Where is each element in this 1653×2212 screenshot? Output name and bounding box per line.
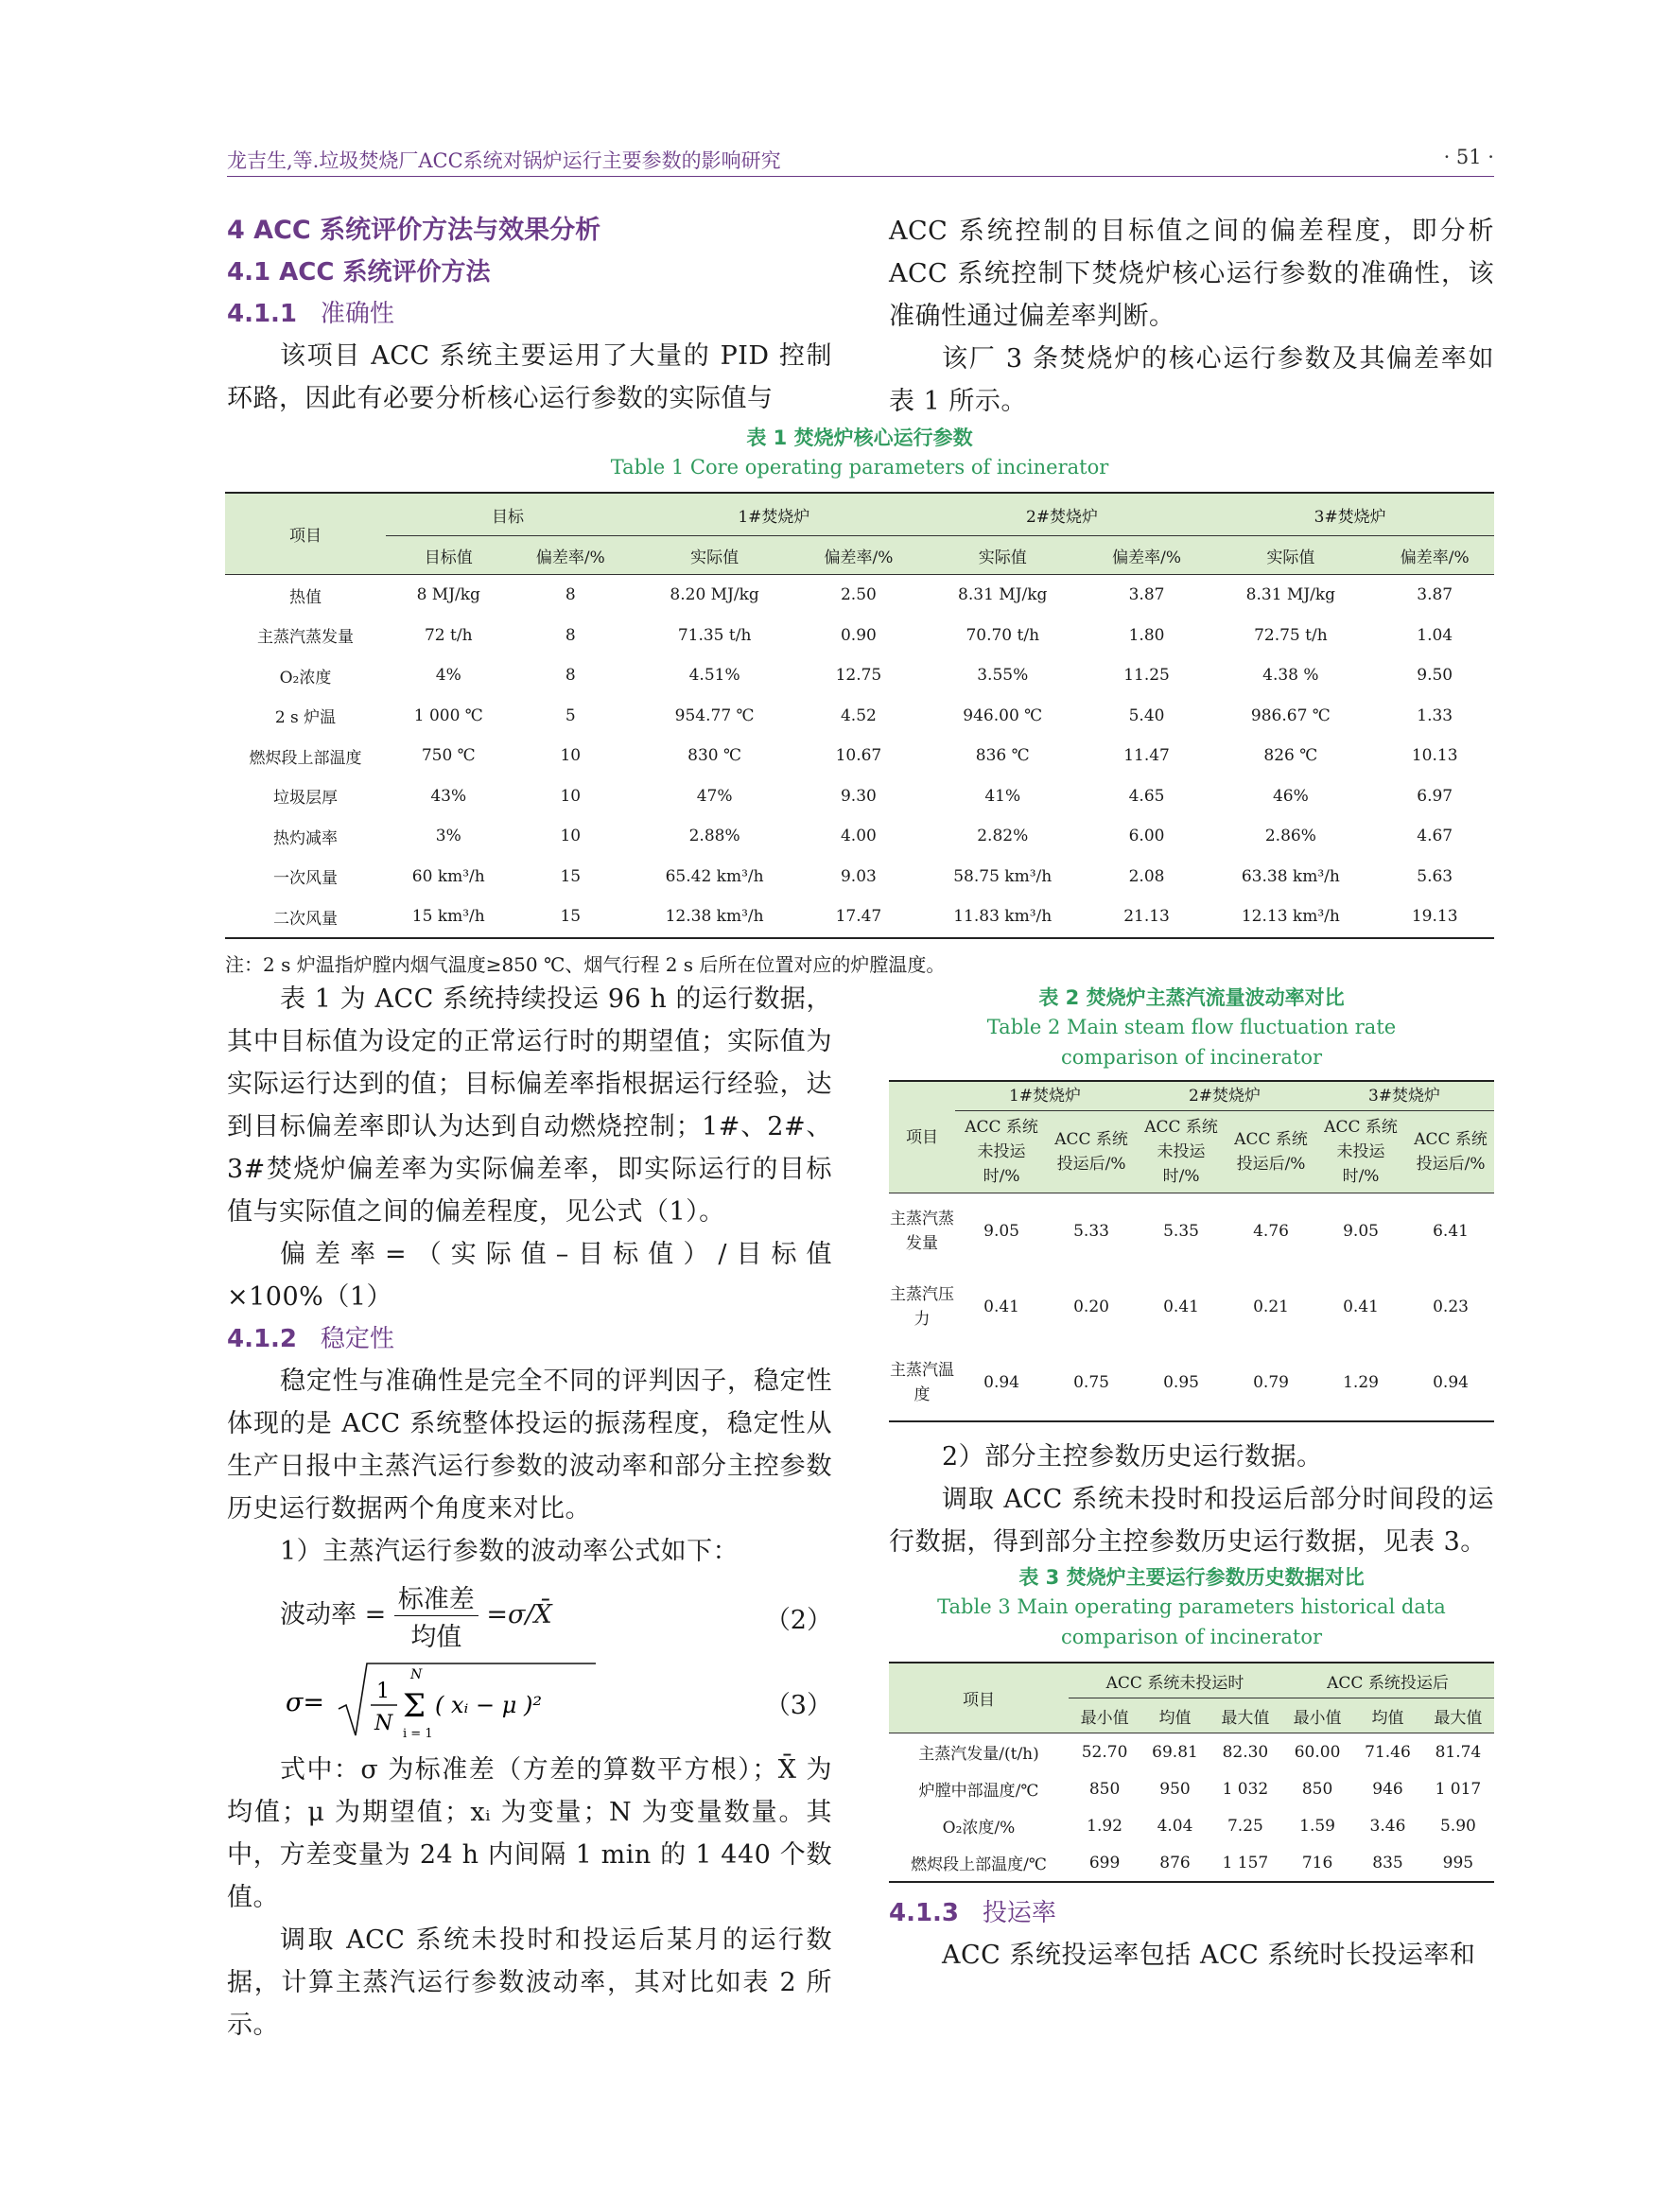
table-subheader: ACC 系统投运后/%: [1048, 1111, 1135, 1193]
table-cell: 835: [1353, 1844, 1422, 1882]
formula-2: [227, 1573, 832, 1654]
section-number: 4.1.1: [227, 300, 298, 328]
table-cell: 850: [1088, 1779, 1121, 1799]
table-cell: 15: [512, 897, 631, 938]
table-row: [225, 655, 1494, 696]
table-cell: 1 017: [1435, 1779, 1482, 1799]
table-row: [225, 857, 1494, 897]
table-cell: 0.95: [1135, 1345, 1227, 1421]
table-row: [889, 1807, 1494, 1844]
table-row: [889, 1844, 1494, 1882]
table-cell: 0.79: [1227, 1345, 1314, 1421]
table1-note: 注：2 s 炉温指炉膛内烟气温度≥850 ℃、烟气行程 2 s 后所在位置对应的炉膛温度。: [225, 953, 946, 976]
table-cell: 716: [1281, 1844, 1353, 1882]
table-cell: 2.88%: [688, 827, 740, 846]
table-cell: 836 ℃: [975, 746, 1030, 766]
fraction-denominator: 均值: [410, 1623, 462, 1652]
table-cell: 699: [1069, 1844, 1140, 1882]
table-cell: 0.90: [840, 625, 877, 645]
table2: [889, 1080, 1494, 1422]
table-cell: 19.13: [1375, 897, 1494, 938]
formula-text: σ=: [286, 1688, 325, 1717]
table-cell: 10: [560, 746, 582, 766]
table-cell: 72.75 t/h: [1254, 625, 1328, 645]
table-cell: 47%: [696, 786, 733, 806]
section-title: 稳定性: [320, 1325, 394, 1353]
table1-caption: [225, 424, 1494, 482]
table-cell: 41%: [984, 786, 1021, 806]
row-label: 垃圾层厚: [273, 789, 338, 809]
formula-3: [227, 1654, 832, 1749]
table-cell: 1 032: [1222, 1779, 1269, 1799]
table-cell: 70.70 t/h: [966, 625, 1040, 645]
table-cell: 10.13: [1411, 746, 1458, 766]
table-cell: 0.20: [1073, 1298, 1109, 1316]
section-4-heading: 4 ACC 系统评价方法与效果分析: [227, 216, 601, 245]
left-column-bottom: [227, 978, 832, 2047]
formula-text: ( xᵢ − μ )²: [435, 1692, 542, 1718]
table-cell: 8.20 MJ/kg: [630, 575, 799, 616]
section-title: 投运率: [982, 1899, 1056, 1927]
table-subheader: 偏差率/%: [1375, 536, 1494, 575]
table-subheader: 最小值: [1281, 1698, 1353, 1733]
paragraph-table2-intro: 调取 ACC 系统未投时和投运后某月的运行数据，计算主蒸汽运行参数波动率，其对比如表 2 所示。: [227, 1925, 832, 2040]
table-subheader: 均值: [1353, 1698, 1422, 1733]
paragraph-symbols: 式中：σ 为标准差（方差的算数平方根）；X̄ 为均值；μ 为期望值；xᵢ 为变量；N 为变量数量。其中，方差变量为 24 h 内间隔 1 min 的 1 440 个数值。: [227, 1755, 832, 1912]
table-subheader: 偏差率/%: [512, 536, 631, 575]
table-cell: 876: [1140, 1844, 1209, 1882]
table-cell: 65.42 km³/h: [665, 866, 764, 886]
row-label: 2 s 炉温: [274, 708, 337, 728]
table-cell: 72 t/h: [424, 625, 473, 645]
table-cell: 946: [1372, 1779, 1403, 1799]
table-cell: 4.04: [1157, 1816, 1193, 1836]
table-subheader: 最小值: [1069, 1698, 1140, 1733]
table-subheader: ACC 系统未投运时/%: [1314, 1111, 1407, 1193]
table-header: 3#焚烧炉: [1314, 1081, 1494, 1111]
running-head: [227, 142, 1494, 177]
table-cell: 3.87: [1088, 575, 1207, 616]
table-cell: 10: [560, 827, 582, 846]
table-cell: 4.65: [1128, 786, 1165, 806]
table-cell: 0.94: [955, 1345, 1048, 1421]
table-cell: 4.67: [1417, 827, 1453, 846]
table3-caption-en-line1: Table 3 Main operating parameters historical data: [937, 1595, 1446, 1618]
table-header: 项目: [225, 493, 386, 575]
table-cell: 2.86%: [1264, 827, 1316, 846]
table-header: 1#焚烧炉: [955, 1081, 1135, 1111]
row-label: 主蒸汽蒸发量: [257, 628, 354, 648]
table-cell: 3%: [435, 827, 461, 846]
table-cell: 0.75: [1048, 1345, 1135, 1421]
equation-number: （2）: [764, 1606, 832, 1635]
table-header: 2#焚烧炉: [918, 493, 1207, 536]
formula-text: N: [410, 1667, 423, 1682]
row-label: O₂浓度: [279, 668, 332, 688]
table-cell: 8 MJ/kg: [386, 575, 512, 616]
table-subheader: ACC 系统投运后/%: [1227, 1111, 1314, 1193]
table-cell: 1 157: [1209, 1844, 1281, 1882]
section-number: 4.1.2: [227, 1325, 298, 1353]
table-cell: 71.35 t/h: [677, 625, 752, 645]
paragraph-stability: 稳定性与准确性是完全不同的评判因子，稳定性体现的是 ACC 系统整体投运的振荡程度，稳定性从生产日报中主蒸汽运行参数的波动率和部分主控参数历史运行数据两个角度来对比。: [227, 1367, 832, 1524]
table1: [225, 492, 1494, 939]
table-cell: 850: [1301, 1779, 1333, 1799]
row-label: O₂浓度/%: [942, 1819, 1016, 1838]
table-cell: 46%: [1272, 786, 1309, 806]
table-cell: 1.29: [1314, 1345, 1407, 1421]
table-cell: 15: [560, 866, 582, 886]
table-cell: 60 km³/h: [411, 866, 485, 886]
table-cell: 11.25: [1123, 666, 1170, 686]
table-subheader: 目标值: [386, 536, 512, 575]
formula-text: Σ: [403, 1687, 426, 1725]
table-cell: 2.08: [1128, 866, 1165, 886]
formula-text: 波动率 =: [280, 1600, 387, 1629]
table2-caption-en-line2: comparison of incinerator: [1060, 1046, 1323, 1069]
table-row: [889, 1193, 1494, 1270]
table-cell: 12.75: [835, 666, 882, 686]
table-subheader: 偏差率/%: [799, 536, 918, 575]
row-label: 热值: [225, 575, 386, 616]
table-cell: 6.00: [1128, 827, 1165, 846]
table2-caption-cn: 表 2 焚烧炉主蒸汽流量波动率对比: [1038, 986, 1345, 1009]
table-cell: 1.33: [1417, 705, 1453, 725]
table-cell: 1.04: [1417, 625, 1453, 645]
table-row: [889, 1269, 1494, 1345]
formula-text: i = 1: [403, 1727, 433, 1741]
paragraph-operation-rate: ACC 系统投运率包括 ACC 系统时长投运率和: [942, 1941, 1476, 1970]
table-cell: 81.74: [1422, 1733, 1494, 1771]
table-cell: 8: [565, 625, 576, 645]
table-subheader: ACC 系统未投运时/%: [955, 1111, 1048, 1193]
table-row: [225, 575, 1494, 616]
table-cell: 950: [1159, 1779, 1191, 1799]
table-cell: 4.52: [840, 705, 877, 725]
table-cell: 9.03: [840, 866, 877, 886]
table-cell: 954.77 ℃: [674, 705, 755, 725]
table-row: [889, 1733, 1494, 1771]
table-cell: 10.67: [835, 746, 882, 766]
table-subheader: 实际值: [1206, 536, 1375, 575]
table-row: [889, 1770, 1494, 1807]
table-cell: 0.94: [1407, 1345, 1494, 1421]
table-cell: 995: [1422, 1844, 1494, 1882]
section-title: 准确性: [320, 300, 394, 328]
table-cell: 4.76: [1227, 1193, 1314, 1270]
table-cell: 2.82%: [977, 827, 1029, 846]
right-column-top: [889, 210, 1494, 423]
table-cell: 5.33: [1048, 1193, 1135, 1270]
paragraph-fluctuation-intro: 1）主蒸汽运行参数的波动率公式如下：: [280, 1537, 740, 1566]
sigma-formula-svg: [280, 1654, 601, 1745]
table-cell: 0.41: [1343, 1298, 1379, 1316]
table-cell: 63.38 km³/h: [1241, 866, 1340, 886]
table-row: [225, 736, 1494, 776]
table1-caption-cn: 表 1 焚烧炉核心运行参数: [746, 427, 973, 449]
table-cell: 830 ℃: [687, 746, 742, 766]
table-header: 项目: [889, 1081, 955, 1193]
table-subheader: 实际值: [918, 536, 1088, 575]
table-cell: 5: [565, 705, 576, 725]
table-cell: 0.41: [1163, 1298, 1199, 1316]
table-header: 1#焚烧炉: [630, 493, 918, 536]
table-cell: 8.31 MJ/kg: [1206, 575, 1375, 616]
table-subheader: 均值: [1140, 1698, 1209, 1733]
table-cell: 9.30: [840, 786, 877, 806]
table-row: [889, 1345, 1494, 1421]
table-cell: 5.63: [1417, 866, 1453, 886]
table-row: [225, 776, 1494, 817]
table-cell: 4.38 %: [1262, 666, 1319, 686]
table-cell: 9.05: [955, 1193, 1048, 1270]
table-cell: 8: [512, 575, 631, 616]
table-header: 2#焚烧炉: [1135, 1081, 1314, 1111]
table-subheader: 最大值: [1209, 1698, 1281, 1733]
table-cell: 15 km³/h: [386, 897, 512, 938]
equation-number: （3）: [764, 1691, 832, 1720]
table-subheader: 实际值: [630, 536, 799, 575]
paragraph-table1-explanation: 表 1 为 ACC 系统持续投运 96 h 的运行数据，其中目标值为设定的正常运行时的期望值；实际值为实际运行达到的值；目标偏差率指根据运行经验，达到目标偏差率即认为达到自动燃烧控制；1#、2#、3#焚烧炉偏差率为实际偏差率，即实际运行的目标值与实际值之间的偏差程度，见公式（1）。: [227, 984, 832, 1227]
table-cell: 6.41: [1407, 1193, 1494, 1270]
row-label: 二次风量: [225, 897, 386, 938]
formula-fraction: [394, 1578, 478, 1653]
section-number: 4.1.3: [889, 1899, 960, 1927]
table-cell: 82.30: [1209, 1733, 1281, 1771]
table-cell: 826 ℃: [1263, 746, 1318, 766]
table3-caption-en-line2: comparison of incinerator: [1060, 1626, 1323, 1648]
table-subheader: 最大值: [1422, 1698, 1494, 1733]
table-row: [225, 897, 1494, 938]
page-number: · 51 ·: [1443, 146, 1494, 168]
table-cell: 10: [560, 786, 582, 806]
table-cell: 8: [565, 666, 576, 686]
formula-text: 1: [376, 1680, 390, 1703]
table-header: ACC 系统未投运时: [1069, 1663, 1281, 1698]
table-cell: 4.00: [840, 827, 877, 846]
table-cell: 946.00 ℃: [963, 705, 1043, 725]
left-column-top: [227, 210, 832, 420]
row-label: 主蒸汽温度: [889, 1345, 955, 1421]
table-header: 项目: [889, 1663, 1069, 1733]
table-cell: 9.50: [1417, 666, 1453, 686]
table-cell: 17.47: [799, 897, 918, 938]
row-label: 一次风量: [273, 869, 338, 889]
formula-1: 偏差率=（实际值–目标值）/目标值×100%（1）: [227, 1240, 832, 1312]
table-cell: 750 ℃: [421, 746, 476, 766]
table-cell: 1 000 ℃: [413, 705, 483, 725]
table-cell: 7.25: [1227, 1816, 1263, 1836]
fraction-numerator: 标准差: [394, 1578, 478, 1616]
table-cell: 11.47: [1123, 746, 1170, 766]
table-cell: 3.87: [1375, 575, 1494, 616]
paragraph-accuracy-continued: ACC 系统控制的目标值之间的偏差程度，即分析 ACC 系统控制下焚烧炉核心运行参数的准确性，该准确性通过偏差率判断。: [889, 217, 1494, 331]
table-cell: 58.75 km³/h: [953, 866, 1053, 886]
table-subheader: ACC 系统投运后/%: [1407, 1111, 1494, 1193]
table-cell: 2.50: [799, 575, 918, 616]
table-header: 目标: [386, 493, 630, 536]
running-title: 龙吉生,等.垃圾焚烧厂ACC系统对锅炉运行主要参数的影响研究: [227, 149, 781, 172]
table3: [889, 1662, 1494, 1883]
table-cell: 8.31 MJ/kg: [918, 575, 1088, 616]
table-cell: 1.80: [1128, 625, 1165, 645]
table3-caption-cn: 表 3 焚烧炉主要运行参数历史数据对比: [1018, 1566, 1365, 1589]
row-label: 燃烬段上部温度/℃: [889, 1844, 1069, 1882]
formula-text: N: [374, 1712, 393, 1735]
table-cell: 43%: [430, 786, 467, 806]
row-label: 炉膛中部温度/℃: [918, 1782, 1039, 1801]
table-cell: 69.81: [1140, 1733, 1209, 1771]
paragraph-table1-intro: 该厂 3 条焚烧炉的核心运行参数及其偏差率如表 1 所示。: [889, 344, 1494, 416]
table-cell: 71.46: [1353, 1733, 1422, 1771]
paragraph-accuracy: 该项目 ACC 系统主要运用了大量的 PID 控制环路，因此有必要分析核心运行参数的实际值与: [227, 341, 832, 413]
table2-caption-en-line1: Table 2 Main steam flow fluctuation rate: [986, 1016, 1397, 1038]
section-4-1-2-heading: [227, 1318, 832, 1360]
row-label: 燃烬段上部温度: [249, 748, 362, 768]
table-cell: 0.21: [1253, 1298, 1289, 1316]
table-cell: 1.92: [1087, 1816, 1122, 1836]
table-cell: 0.41: [983, 1298, 1019, 1316]
table-cell: 1.59: [1299, 1816, 1335, 1836]
table-cell: 3.55%: [977, 666, 1029, 686]
table-cell: 0.23: [1433, 1298, 1469, 1316]
right-column-bottom: [889, 984, 1494, 1977]
table1-caption-en: Table 1 Core operating parameters of incinerator: [610, 456, 1109, 479]
table-cell: 60.00: [1281, 1733, 1353, 1771]
row-label: 主蒸汽蒸发量: [889, 1193, 955, 1270]
table-cell: 12.38 km³/h: [630, 897, 799, 938]
table-cell: 21.13: [1088, 897, 1207, 938]
table-header: 3#焚烧炉: [1206, 493, 1494, 536]
row-label: 主蒸汽发量/(t/h): [889, 1733, 1069, 1771]
formula-text: =σ/X̄: [486, 1600, 552, 1629]
table-cell: 52.70: [1069, 1733, 1140, 1771]
table-cell: 6.97: [1417, 786, 1453, 806]
table-row: [225, 616, 1494, 656]
table-cell: 5.90: [1439, 1816, 1476, 1836]
section-4-1-heading: 4.1 ACC 系统评价方法: [227, 258, 491, 287]
table-cell: 4.51%: [688, 666, 740, 686]
section-4-1-1-heading: [227, 293, 832, 335]
table-cell: 11.83 km³/h: [918, 897, 1088, 938]
paragraph-table3-intro: 调取 ACC 系统未投时和投运后部分时间段的运行数据，得到部分主控参数历史运行数据，见表 3。: [889, 1485, 1494, 1557]
row-label: 热灼减率: [273, 828, 338, 848]
table-cell: 986.67 ℃: [1250, 705, 1331, 725]
table-row: [225, 816, 1494, 857]
row-label: 主蒸汽压力: [890, 1285, 954, 1329]
table-row: [225, 696, 1494, 737]
table-cell: 4%: [435, 666, 461, 686]
table-cell: 12.13 km³/h: [1206, 897, 1375, 938]
table-cell: 5.35: [1135, 1193, 1227, 1270]
table-cell: 9.05: [1314, 1193, 1407, 1270]
section-4-1-3-heading: [889, 1892, 1494, 1934]
table-cell: 3.46: [1369, 1816, 1406, 1836]
table-header: ACC 系统投运后: [1281, 1663, 1494, 1698]
paragraph-history-intro: 2）部分主控参数历史运行数据。: [942, 1442, 1323, 1472]
table-subheader: 偏差率/%: [1088, 536, 1207, 575]
table-cell: 5.40: [1128, 705, 1165, 725]
table-subheader: ACC 系统未投运时/%: [1135, 1111, 1227, 1193]
